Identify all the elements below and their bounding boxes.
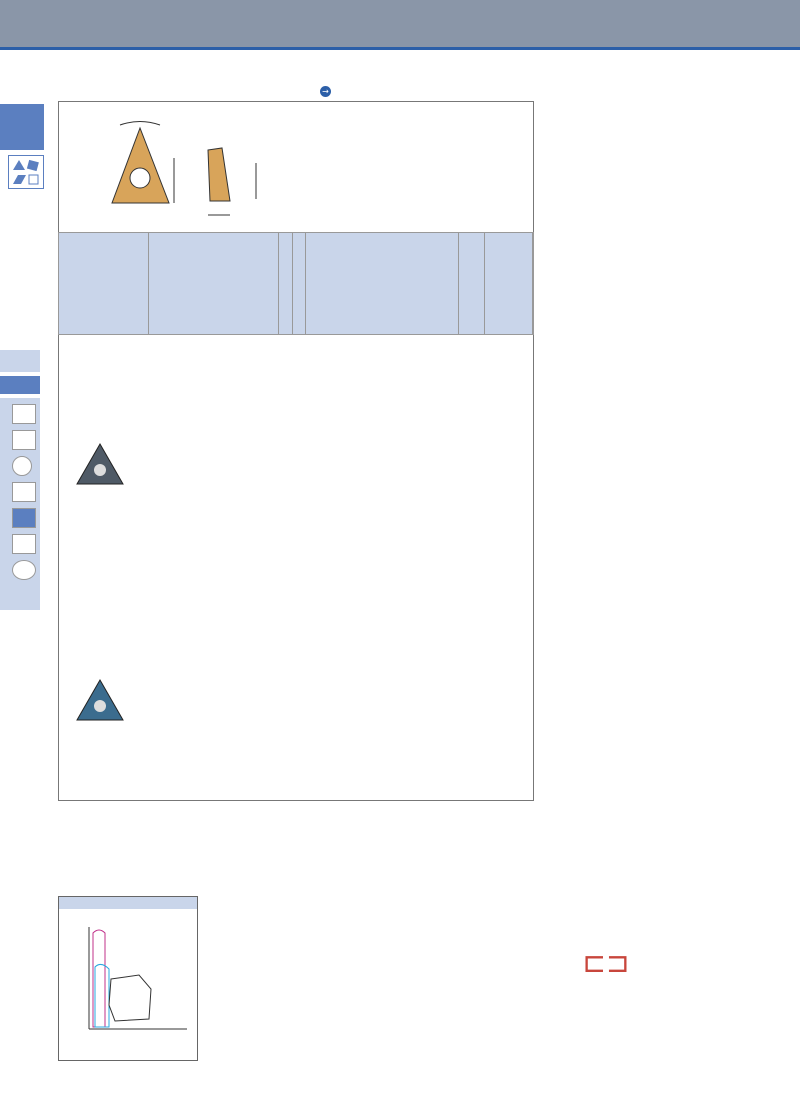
nav-t-icon[interactable] <box>12 508 36 528</box>
sharp-insert-figure <box>70 440 130 492</box>
nav-v-icon[interactable] <box>12 534 36 554</box>
watermark-logo: ⊏⊐ <box>582 946 630 979</box>
shape-header <box>59 233 149 335</box>
chart-header <box>59 897 197 909</box>
grade-header <box>484 233 532 335</box>
insert-shapes-icon <box>8 155 44 189</box>
spec-rows <box>58 334 534 801</box>
nav-w-icon[interactable] <box>12 560 36 580</box>
range-header <box>279 233 293 335</box>
edges-header <box>293 233 306 335</box>
model-header <box>149 233 279 335</box>
nav-r-icon[interactable] <box>12 456 32 476</box>
arrow-icon: → <box>320 86 331 97</box>
page-header <box>0 0 800 50</box>
insert-photo-icon <box>73 440 127 488</box>
nav-ceramic[interactable] <box>0 588 40 602</box>
dims-header <box>306 233 459 335</box>
spec-table-header <box>58 232 534 335</box>
nav-c-icon[interactable] <box>12 404 36 424</box>
nav-chipbreaker[interactable] <box>0 350 40 372</box>
nav-positive[interactable] <box>0 376 40 394</box>
chapter-tab[interactable] <box>0 104 44 150</box>
chipbreaker-range-chart <box>58 896 198 1061</box>
angle-header <box>458 233 484 335</box>
nav-d-icon[interactable] <box>12 430 36 450</box>
nav-s-icon[interactable] <box>12 482 36 502</box>
insert-photo-icon <box>73 676 127 724</box>
insert-geometry-diagram <box>60 103 300 231</box>
usage-reference <box>318 86 333 97</box>
holder-header <box>532 233 533 335</box>
watermark <box>536 946 676 979</box>
ground-insert-figure <box>70 676 130 728</box>
